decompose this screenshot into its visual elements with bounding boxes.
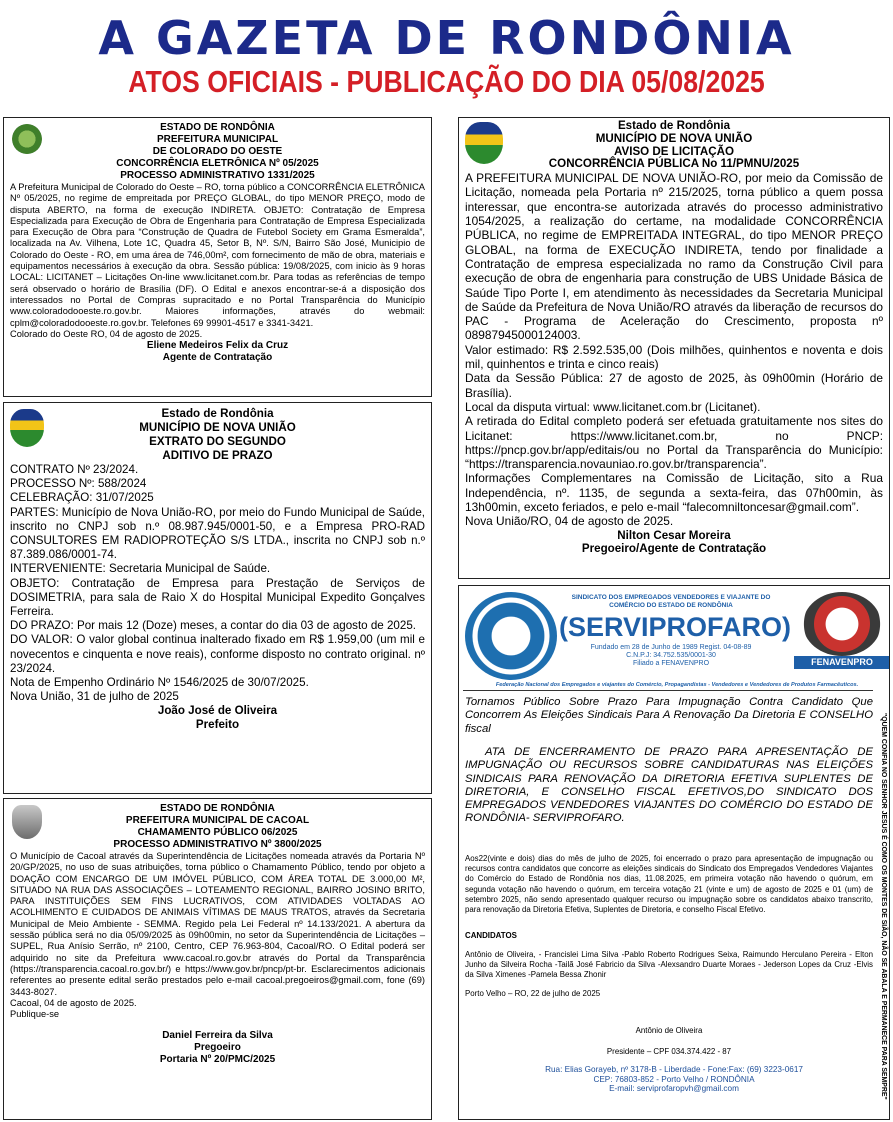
union-affiliation: Filiado a FENAVENPRO	[632, 660, 710, 667]
union-cnpj: C.N.P.J: 34.752.535/0001-30	[626, 652, 716, 659]
signer-role: Pregoeiro	[194, 1042, 241, 1054]
divider	[463, 690, 873, 691]
notice-closing: Publique-se	[10, 1009, 60, 1020]
nova-uniao-seal-icon	[465, 122, 503, 164]
body-paragraph: Informações Complementares na Comissão de Licitação, sito a Rua Independência, nº. 1135, de segunda a sexta-feira, das 07h00min, às 13h00min, exceto feriados, e pelo e-mail “falecomniltoncesar@gmail.com”.	[465, 471, 883, 515]
intro-text: Tornamos Público Sobre Prazo Para Impugnação Contra Candidato Que Concorrem As Eleições Sindicais Para A Renovação Da Diretoria E CONSELHO fiscal	[465, 696, 873, 735]
union-info	[561, 644, 781, 668]
header-line: PREFEITURA MUNICIPAL	[156, 134, 279, 145]
body-line: CONTRATO Nº 23/2024.	[10, 463, 139, 476]
body-line: CELEBRAÇÃO: 31/07/2025	[10, 491, 154, 505]
union-founded: Fundado em 28 de Junho de 1989 Regist. 04-08-89	[590, 644, 752, 651]
header-line: Estado de Rondônia	[161, 407, 274, 420]
header-line: CONCORRÊNCIA ELETRÔNICA Nº 05/2025	[116, 158, 319, 169]
federation-line: Federação Nacional dos Empregados e viajantes do Comércio, Propagandistas - Vendedores e Vendedores de Produtos Farmacêuticos.	[495, 682, 859, 688]
header-line: PROCESSO ADMINISTRATIVO 1331/2025	[120, 170, 315, 181]
nova-uniao-seal-icon	[10, 409, 44, 447]
body-line: DO PRAZO: Por mais 12 (Doze) meses, a contar do dia 03 de agosto de 2025.	[10, 619, 416, 633]
body-line: INTERVENIENTE: Secretaria Municipal de Saúde.	[10, 562, 271, 576]
body-line: Nota de Empenho Ordinário Nº 1546/2025 de 30/07/2025.	[10, 676, 309, 690]
notice-body: A Prefeitura Municipal de Colorado do Oeste – RO, torna público a CONCORRÊNCIA ELETRÔNICA Nº 05/2025, no regime de empreitada por PREÇO GLOBAL, do tipo MENOR PREÇO, modo de disputa ABERTO, na forma de execução INDIRETA. OBJETO: Contratação de Empresa Especializada para Execução de Obra de Engenharia para Contratação de Empresa Especializada para Execução de Obra para “Construção de Quadra de Futebol Society em Grama Esmeralda”, localizada na Av. Vilhena, Lote 1C, Quadra 45, Setor B, Nº. S/N, Bairro São José, Municipio de Colorado do Oeste - RO, em uma área de 746,00m², com fornecimento de mão de obra, materiais e equipamentos necessários à execução da obra. Sessão pública: 19/08/2025, com inicio às 9 horas LOCAL: LICITANET – Licitações On-line www.licitanet.com.br. Para todas as referências de tempo será observado o horário de Brasília (DF). O Edital e anexos encontrar-se-á a disposição dos interessados no Portal de Compras supracitado e no Portal Transparência do Município www.coloradodooeste.ro.gov.br. Maiores informações, através do webmail: cplm@coloradodooeste.ro.gov.br. Telefones 69 99901-4517 e 3341-3421.	[10, 182, 425, 328]
masthead	[0, 0, 893, 110]
serviprofaro-union-logo-icon	[465, 592, 557, 680]
notice-header	[10, 407, 425, 463]
header-line: PREFEITURA MUNICIPAL DE CACOAL	[125, 815, 310, 826]
union-name: SINDICATO DOS EMPREGADOS VENDEDORES E VIAJANTE DO COMÉRCIO DO ESTADO DE RONDÔNIA	[571, 594, 771, 609]
signer-role: Presidente – CPF 034.374.422 - 87	[606, 1047, 732, 1056]
header-line: ESTADO DE RONDÔNIA	[160, 803, 275, 814]
candidates-title: CANDIDATOS	[465, 931, 517, 940]
body-paragraph: A PREFEITURA MUNICIPAL DE NOVA UNIÃO-RO, por meio da Comissão de Licitação, nomeada pela Portaria nº 215/2025, torna público a quem possa interessar, que encontra-se autorizada através do processo administrativo 1054/2025, a realização do certame, na modalidade CONCORRÊNCIA PÚBLICA, no regime de EMPREITADA INTEGRAL, do tipo MENOR PREÇO GLOBAL, na forma de EXECUÇÃO INDIRETA, tendo por finalidade a Contratação de empresa especializada no ramo da Construção Civil para execução de obra de engenharia para construção de UBS Unidade Básica de Saúde Tipo Porte I, em atendimento às necessidades da Secretaria Municipal de Saúde da Prefeitura de Nova União/RO através da liberação de recursos do PAC - Programa de Aceleração do Crescimento, proposta nº 08987945000124003.	[465, 171, 883, 343]
notice-nova-uniao-aviso	[458, 117, 890, 579]
signer-role: Pregoeiro/Agente de Contratação	[581, 542, 767, 556]
signer-name: Daniel Ferreira da Silva	[162, 1030, 273, 1042]
header-line: MUNICÍPIO DE NOVA UNIÃO	[595, 131, 753, 145]
fenavenpro-logo-icon	[803, 592, 881, 656]
signer-name: Nilton Cesar Moreira	[617, 528, 731, 542]
body-line: PROCESSO Nº: 588/2024	[10, 477, 147, 491]
signer-name: Antônio de Oliveira	[635, 1026, 703, 1035]
body-line: DO VALOR: O valor global continua inalterado fixado em R$ 1.959,00 (um mil e novecentos e cinquenta e nove reais), conforme disposto no contrato original. nº 23/2024.	[10, 633, 425, 675]
cacoal-seal-icon	[12, 805, 42, 839]
notice-body	[10, 463, 425, 704]
body-paragraph: Data da Sessão Pública: 27 de agosto de 2025, às 09h00min (Horário de Brasília).	[465, 371, 883, 400]
signer-portaria: Portaria Nº 20/PMC/2025	[159, 1054, 276, 1066]
header-line: ESTADO DE RONDÔNIA	[160, 122, 275, 133]
ata-date: Porto Velho – RO, 22 de julho de 2025	[465, 989, 601, 998]
union-address	[479, 1065, 869, 1094]
notice-body	[465, 171, 883, 528]
candidates-list: Antônio de Oliveira, - Francislei Lima Silva -Pablo Roberto Rodrigues Seixa, Raimundo Herculano Pereira - Elton Junho da Silveira Rocha -Tailã José Fabricio da Silva -Alexsandro Duarte Moraes - Jederson Lopes da Cruz -Elvis da Silva Ximenes -Pamela Bessa Zhonir	[465, 950, 873, 980]
body-paragraph: Valor estimado: R$ 2.592.535,00 (Dois milhões, quinhentos e noventa e dois mil, quinhentos e trinta e cinco reais)	[465, 342, 883, 372]
newspaper-title: A GAZETA DE RONDÔNIA	[98, 11, 795, 65]
header-line: MUNICÍPIO DE NOVA UNIÃO	[139, 421, 296, 434]
address-email: E-mail: serviprofaropvh@gmail.com	[609, 1084, 739, 1094]
body-paragraph: Nova União/RO, 04 de agosto de 2025.	[465, 514, 674, 529]
header-line: AVISO DE LICITAÇÃO	[613, 144, 735, 158]
header-line: Estado de Rondônia	[617, 119, 731, 132]
body-paragraph: A retirada do Edital completo poderá ser efetuada gratuitamente nos sites do Licitanet: https://www.licitanet.com.br, no PNCP: https://pncp.gov.br/app/editais/ou no Portal da Transparência do Município: “https://transparencia.novauniao.ro.gov.br/transparencia”.	[465, 414, 883, 472]
notice-header	[465, 120, 883, 171]
notice-nova-uniao-aditivo	[3, 402, 432, 794]
address-line: CEP: 76803-852 - Porto Velho / RONDÔNIA	[593, 1074, 755, 1084]
ata-title: ATA DE ENCERRAMENTO DE PRAZO PARA APRESENTAÇÃO DE IMPUGNAÇÃO OU RECURSOS SOBRE CANDIDATURAS NAS ELEIÇÕES SINDICAIS PARA RENOVAÇÃO DA DIRETORIA EFETIVA SUPLENTES DE DIRETORIA, E CONSELHO FISCAL EFETIVOS,DO SINDICATO DOS EMPREGADOS VENDEDORES VIAJANTES DO COMÉRCIO DO ESTADO DE RONDÔNIA- SERVIPROFARO.	[465, 746, 873, 825]
publication-subtitle: ATOS OFICIAIS - PUBLICAÇÃO DO DIA 05/08/2025	[128, 64, 765, 99]
signer-role: Agente de Contratação	[162, 352, 273, 364]
body-line: OBJETO: Contratação de Empresa para Prestação de Serviços de DOSIMETRIA, para sala de Raio X do Hospital Municipal Expedito Gonçalves Ferreira.	[10, 576, 425, 619]
notice-header	[10, 803, 425, 851]
vertical-quote: "QUEM CONFIA NO SENHOR JESUS É COMO OS MONTES DE SIÃO, NÃO SE ABALA E PERMANECE PARA SEMPRE"	[880, 712, 887, 1100]
notice-serviprofaro	[458, 585, 890, 1120]
fenavenpro-label: FENAVENPRO	[794, 656, 890, 669]
header-line: CONCORRÊNCIA PÚBLICA No 11/PMNU/2025	[548, 157, 800, 171]
header-line: DE COLORADO DO OESTE	[152, 146, 283, 157]
signer-name: João José de Oliveira	[157, 704, 278, 718]
notice-closing: Cacoal, 04 de agosto de 2025.	[10, 997, 137, 1008]
signer-role: Prefeito	[195, 718, 240, 732]
notice-header	[10, 122, 425, 182]
notice-closing: Colorado do Oeste RO, 04 de agosto de 2025.	[10, 328, 203, 339]
header-line: CHAMAMENTO PÚBLICO 06/2025	[137, 827, 298, 838]
notice-colorado-do-oeste	[3, 117, 432, 397]
body-line: PARTES: Município de Nova União-RO, por meio do Fundo Municipal de Saúde, inscrito no CNPJ sob n.º 08.987.945/0001-50, e a Empresa PRO-RAD CONSULTORES EM RADIOPROTEÇÃO S/S LTDA., inscrita no CNPJ sob n.º 87.389.086/0001-74.	[10, 505, 425, 562]
address-line: Rua: Elias Gorayeb, nº 3178-B - Liberdade - Fone:Fax: (69) 3223-0617	[545, 1065, 803, 1074]
serviprofaro-letterhead	[459, 586, 890, 686]
body-paragraph: Local da disputa virtual: www.licitanet.com.br (Licitanet).	[465, 399, 761, 414]
header-line: PROCESSO ADMINISTRATIVO Nº 3800/2025	[113, 839, 322, 850]
notice-body: O Município de Cacoal através da Superintendência de Licitações nomeada através da Portaria Nº 20/GP/2025, no uso de suas atribuições, torna público o Chamamento Público, tendo por objeto a DOAÇÃO COM ENCARGO DE UM IMÓVEL PÚBLICO, COM ÁREA TOTAL DE 3.000,00 M², SITUADO NA RUA DAS ASSOCIAÇÕES – LOTEAMENTO REGIONAL, BAIRRO JOSINO BRITO, PARA INSTITUIÇÕES SEM FINS LUCRATIVOS, COM ATIVIDADES VOLTADAS AO ACOLHIMENTO E CUIDADOS DE ANIMAIS VÍTIMAS DE MAUS TRATOS, através da Secretaria Municipal de Meio Ambiente - SEMMA. Regido pela Lei Federal nº 14.133/2021. A abertura da sessão pública será no dia 05/09/2025 às 09h00min, no setor da Superintendência de Licitações – SUPEL, Rua Anísio Serrão, nº 2100, Centro, CEP 76.963-804, Cacoal/RO. O Edital poderá ser adquirido no site da Prefeitura www.cacoal.ro.gov.br através do Portal da Transparência (https://transparencia.cacoal.ro.gov.br/) e https://www.gov.br/pncp/pt-br. Esclarecimentos adicionais referentes ao presente edital serão prestados pelo e-mail cacoal.pregoeiros@gmail.com, fone (69) 3443-8027.	[10, 851, 425, 997]
union-acronym: (SERVIPROFARO)	[559, 612, 792, 642]
notice-cacoal	[3, 798, 432, 1120]
ata-text: Aos22(vinte e dois) dias do mês de julho de 2025, foi encerrado o prazo para apresentação de impugnação ou recursos contra candidatos que concorre as eleições sindicais do Sindicato dos Empregados Vendedores Viajantes do Comércio do Estado de Rondônia nos dias, 11.08.2025, em primeira votação não havendo o quórum, em segunda votação não havendo o quórum, em terceira votação 21 (vinte e um) de agosto de 2025 e 01 (um) de setembro 2025, não sendo apresentado qualquer recurso ou impugnação sobre os candidatos abaixo transcrito, para renovação da Diretoria Efetiva, Suplentes de Diretoria, e conselho Fiscal Efetivo.	[465, 854, 873, 915]
colorado-do-oeste-seal-icon	[12, 124, 42, 154]
signer-name: Eliene Medeiros Felix da Cruz	[146, 340, 289, 352]
header-line: EXTRATO DO SEGUNDO	[149, 435, 286, 448]
header-line: ADITIVO DE PRAZO	[162, 449, 273, 462]
body-line: Nova União, 31 de julho de 2025	[10, 690, 179, 704]
